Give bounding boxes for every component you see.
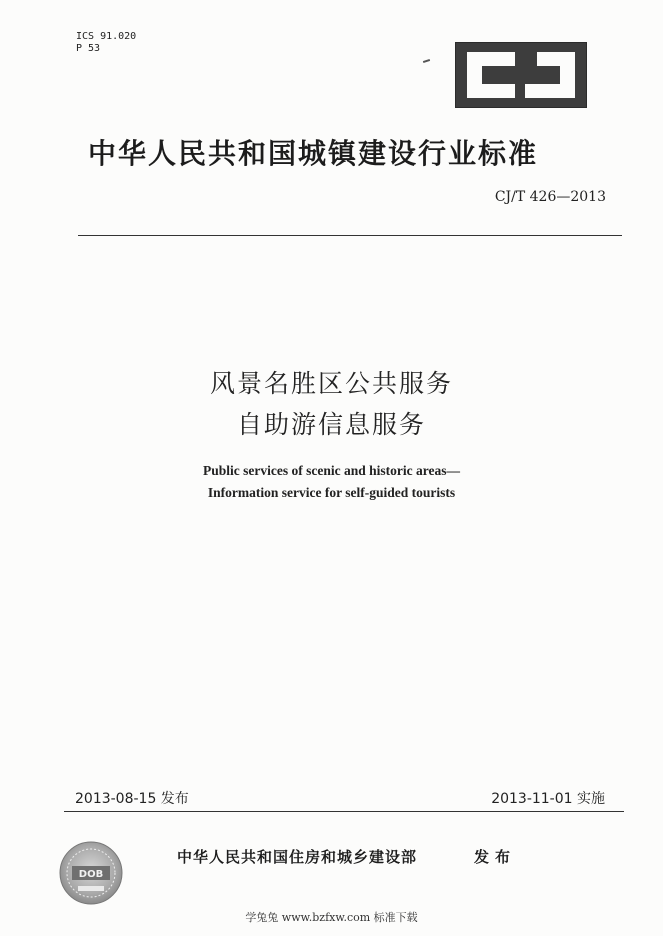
ics-code: ICS 91.020 xyxy=(76,31,137,42)
title-zh-line1: 风景名胜区公共服务 xyxy=(209,369,453,398)
standard-type-heading: 中华人民共和国城镇建设行业标准 xyxy=(88,137,539,170)
standard-code: CJ/T 426—2013 xyxy=(494,189,606,205)
header-divider xyxy=(78,235,622,236)
classification-codes xyxy=(76,31,136,55)
implementation-date: 2013-11-01 实施 xyxy=(491,791,605,807)
issuing-authority: 中华人民共和国住房和城乡建设部 xyxy=(177,848,418,866)
issue-date: 2013-08-15 发布 xyxy=(75,791,189,807)
seal-center-text: DOB xyxy=(78,869,104,880)
title-en-line1: Public services of scenic and historic areas— xyxy=(203,463,460,478)
footer-divider xyxy=(64,811,624,812)
publish-label: 发布 xyxy=(474,848,517,866)
title-en-line2: Information service for self-guided tourists xyxy=(207,485,456,500)
title-zh-line2: 自助游信息服务 xyxy=(236,410,426,439)
print-speck xyxy=(423,59,430,63)
ccs-code: P 53 xyxy=(76,43,101,54)
cj-logo xyxy=(455,42,587,108)
anti-counterfeit-seal xyxy=(58,840,124,906)
download-watermark: 学兔兔 www.bzfxw.com 标准下载 xyxy=(245,911,418,924)
